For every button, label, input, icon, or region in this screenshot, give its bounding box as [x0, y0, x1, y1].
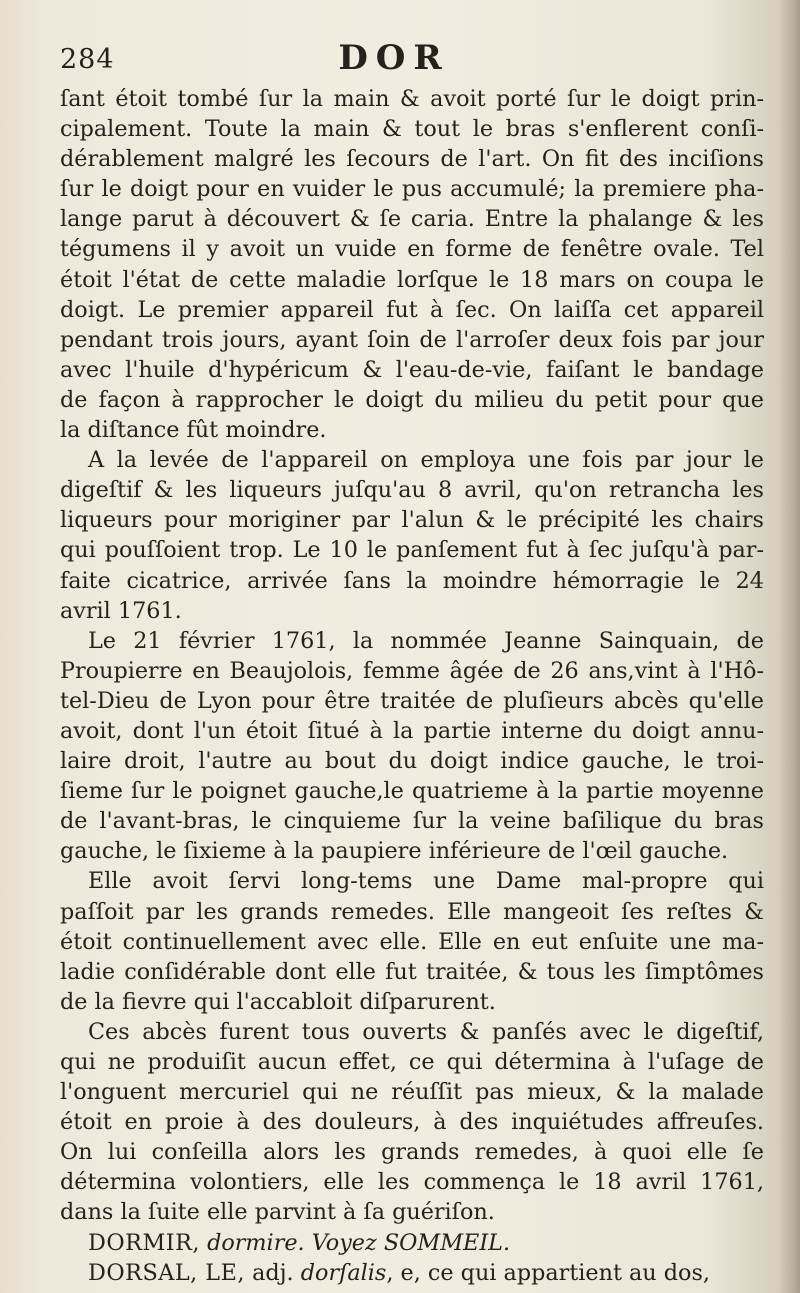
text-line: qui ne produiſit aucun effet, ce qui détermina à l'uſage de — [60, 1049, 764, 1075]
text-line: ſur le doigt pour en vuider le pus accumulé; la premiere pha- — [60, 176, 764, 203]
entry-definition: , e, ce qui appartient au dos, — [386, 1259, 710, 1286]
entry-dormir — [60, 1228, 764, 1258]
page-edge-shadow — [778, 0, 800, 1293]
text-line: laire droit, l'autre au bout du doigt indice gauche, le troi- — [60, 748, 764, 775]
text-line: doigt. Le premier appareil fut à ſec. On laiſſa cet appareil — [60, 296, 764, 323]
paragraph — [60, 84, 764, 445]
page-header — [58, 38, 730, 88]
text-line: On lui conſeilla alors les grands remedes, à quoi elle ſe — [60, 1139, 764, 1166]
text-line: Le 21 février 1761, la nommée Jeanne Sainquain, de — [88, 627, 764, 654]
page-number: 284 — [60, 44, 115, 75]
paragraph — [60, 1017, 764, 1228]
entry-latin: dorſalis — [300, 1259, 387, 1286]
text-line: l'onguent mercuriel qui ne réuſſit pas mieux, & la malade — [60, 1079, 764, 1106]
text-line: Ces abcès furent tous ouverts & panſés avec le digeſtif, — [88, 1018, 764, 1045]
text-line: détermina volontiers, elle les commença le 18 avril 1761, — [60, 1169, 764, 1196]
text-line: Elle avoit ſervi long-tems une Dame mal-propre qui — [88, 868, 764, 895]
text-line: étoit en proie à des douleurs, à des inquiétudes affreuſes. — [60, 1109, 764, 1136]
text-line: de l'avant-bras, le cinquieme ſur la veine baſilique du bras — [60, 808, 764, 835]
text-line: avoit, dont l'un étoit ſitué à la partie interne du doigt annu- — [60, 717, 764, 744]
text-line: tégumens il y avoit un vuide en forme de fenêtre ovale. Tel — [60, 236, 764, 263]
text-line: gauche, le ſixieme à la paupiere inférieure de l'œil gauche. — [60, 838, 729, 865]
text-line: étoit continuellement avec elle. Elle en eut enſuite une ma- — [60, 928, 764, 955]
text-line: dérablement malgré les ſecours de l'art. On fit des inciſions — [60, 146, 764, 173]
text-line: étoit l'état de cette maladie lorſque le 18 mars on coupa le — [60, 266, 764, 293]
text-line: avec l'huile d'hypéricum & l'eau-de-vie, faiſant le bandage — [60, 356, 764, 383]
paragraph — [60, 866, 764, 1016]
entry-pos: adj. — [252, 1259, 294, 1286]
dictionary-entries — [60, 1228, 764, 1288]
text-line: qui pouſſoient trop. Le 10 le panſement fut à ſec juſqu'à par- — [60, 537, 764, 564]
paragraph — [60, 626, 764, 867]
text-line: lange parut à découvert & ſe caria. Entre la phalange & les — [60, 206, 764, 233]
entry-dorsal — [60, 1258, 764, 1288]
entry-crossref: Voyez SOMMEIL. — [311, 1229, 511, 1256]
paragraphs — [60, 84, 764, 1228]
entry-headword: DORSAL, LE, — [88, 1259, 245, 1286]
text-line: Proupierre en Beaujolois, femme âgée de 26 ans,vint à l'Hô- — [60, 657, 764, 684]
page-body — [60, 84, 764, 1288]
running-head: DOR — [338, 38, 450, 78]
text-line: ladie conſidérable dont elle fut traitée, & tous les ſimptômes — [60, 958, 764, 985]
text-line: de façon à rapprocher le doigt du milieu du petit pour que — [60, 386, 764, 413]
text-line: pendant trois jours, ayant ſoin de l'arroſer deux fois par jour — [60, 326, 764, 353]
text-line: liqueurs pour moriginer par l'alun & le précipité les chairs — [60, 507, 764, 534]
entry-headword: DORMIR, — [88, 1229, 200, 1256]
paragraph — [60, 445, 764, 626]
text-line: tel-Dieu de Lyon pour être traitée de pluſieurs abcès qu'elle — [60, 687, 764, 714]
text-line: avril 1761. — [60, 597, 182, 624]
text-line: A la levée de l'appareil on employa une fois par jour le — [88, 447, 764, 474]
text-line: digeſtif & les liqueurs juſqu'au 8 avril, qu'on retrancha les — [60, 477, 764, 504]
text-line: dans la ſuite elle parvint à ſa guériſon. — [60, 1199, 495, 1226]
text-line: faite cicatrice, arrivée ſans la moindre hémorragie le 24 — [60, 567, 764, 594]
text-line: de la fievre qui l'accabloit diſparurent. — [60, 988, 496, 1015]
text-line: cipalement. Toute la main & tout le bras s'enflerent conſi- — [60, 116, 764, 143]
entry-latin: dormire. — [207, 1229, 305, 1256]
text-line: ſant étoit tombé ſur la main & avoit porté ſur le doigt prin- — [60, 86, 764, 112]
text-line: paſſoit par les grands remedes. Elle mangeoit ſes reſtes & — [60, 898, 764, 925]
text-line: la diſtance fût moindre. — [60, 417, 327, 444]
text-line: ſieme ſur le poignet gauche,le quatrieme à la partie moyenne — [60, 778, 764, 805]
